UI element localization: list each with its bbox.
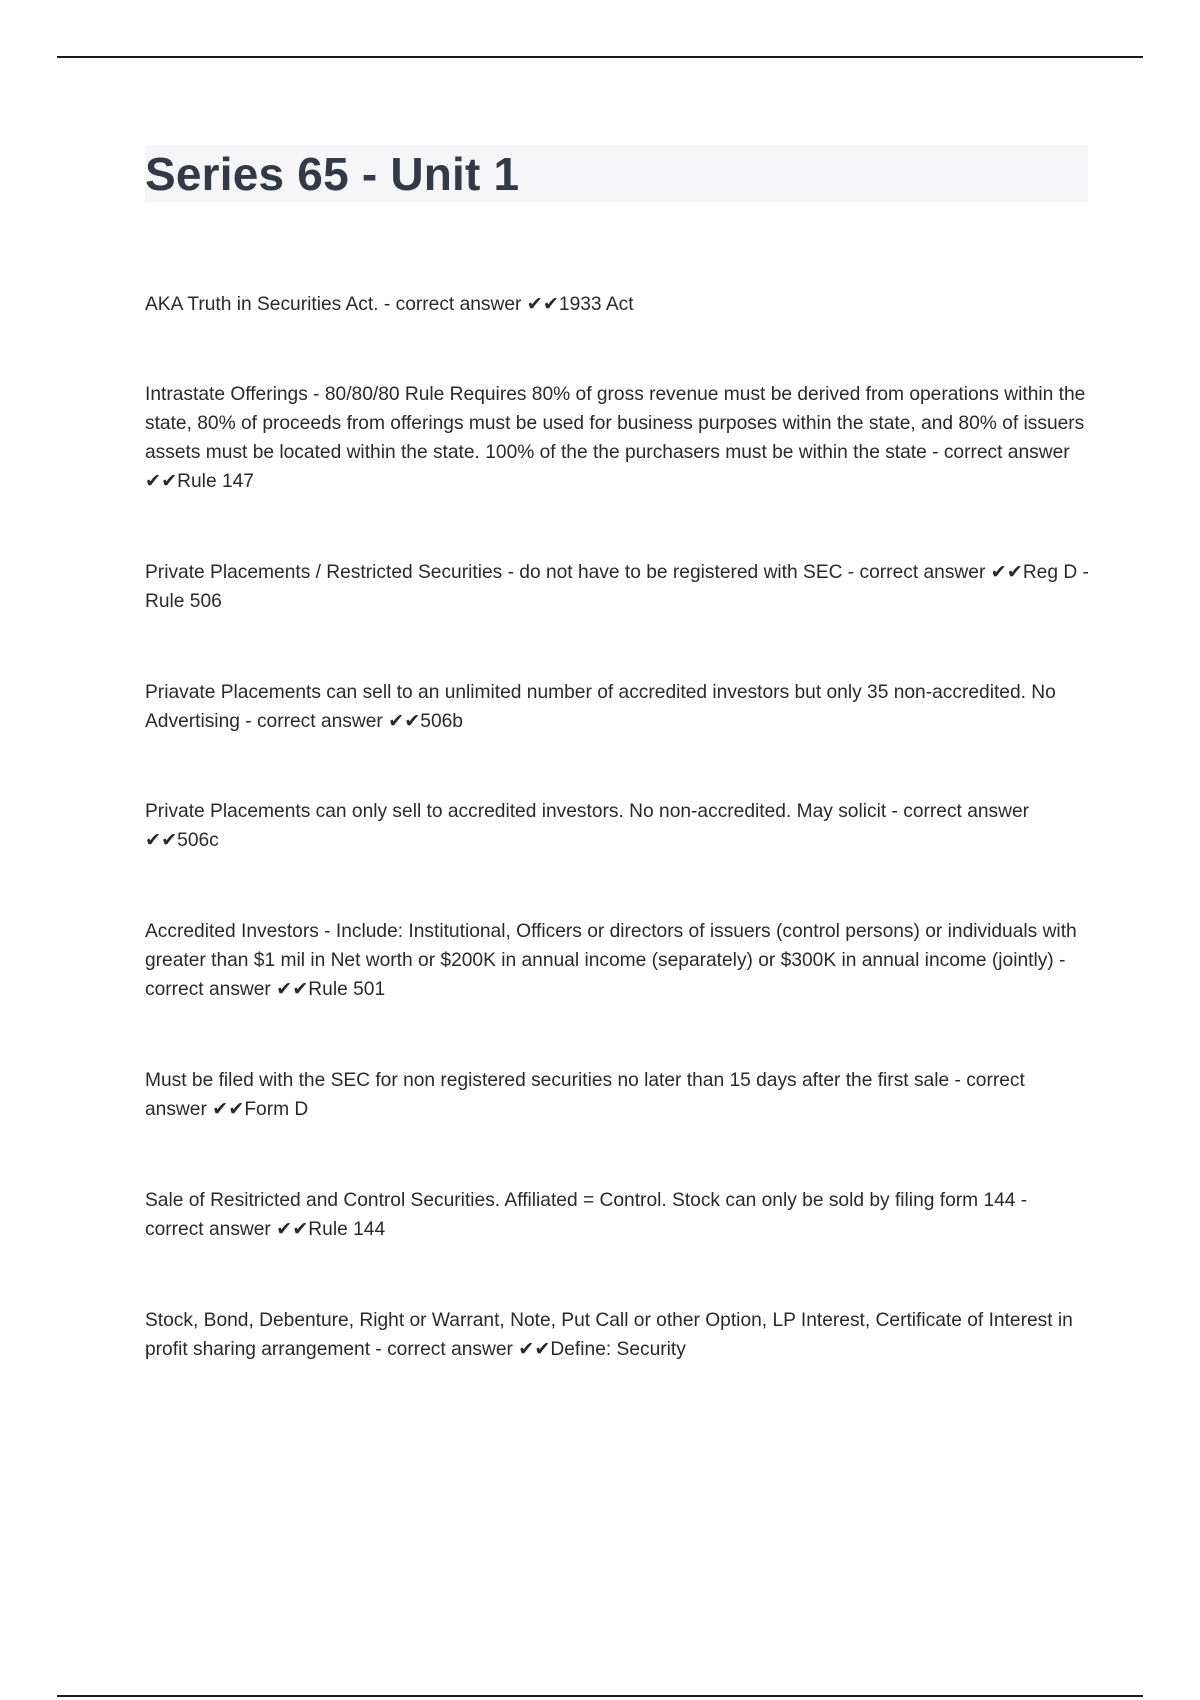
qa-item-1: AKA Truth in Securities Act. - correct answer ✔✔1933 Act <box>145 294 634 315</box>
page-title: Series 65 - Unit 1 <box>145 147 520 200</box>
qa-item-4: Priavate Placements can sell to an unlimited number of accredited investors but only 35 non-accredited. No Advertising - correct answer ✔✔506b <box>145 682 1056 732</box>
bottom-divider <box>57 1695 1143 1697</box>
qa-item-6: Accredited Investors - Include: Institutional, Officers or directors of issuers (control persons) or individuals with greater than $1 mil in Net worth or $200K in annual income (separately) or $300K in annual income (jointly) - correct answer ✔✔Rule 501 <box>145 921 1077 1000</box>
qa-item-2: Intrastate Offerings - 80/80/80 Rule Requires 80% of gross revenue must be derived from operations within the state, 80% of proceeds from offerings must be used for business purposes within the state, and 80% of issuers assets must be located within the state. 100% of the the purchasers must be within the state - correct answer ✔✔Rule 147 <box>145 384 1086 492</box>
qa-item-3: Private Placements / Restricted Securities - do not have to be registered with SEC - correct answer ✔✔Reg D - Rule 506 <box>145 562 1089 612</box>
top-divider <box>57 56 1143 58</box>
title-banner <box>145 145 1088 202</box>
qa-item-9: Stock, Bond, Debenture, Right or Warrant, Note, Put Call or other Option, LP Interest, Certificate of Interest in profit sharing arrangement - correct answer ✔✔Define: Security <box>145 1310 1073 1360</box>
qa-item-5: Private Placements can only sell to accredited investors. No non-accredited. May solicit - correct answer ✔✔506c <box>145 801 1030 851</box>
qa-item-8: Sale of Resitricted and Control Securities. Affiliated = Control. Stock can only be sold by filing form 144 - correct answer ✔✔Rule 144 <box>145 1190 1028 1240</box>
qa-item-7: Must be filed with the SEC for non registered securities no later than 15 days after the first sale - correct answer ✔✔Form D <box>145 1070 1025 1120</box>
